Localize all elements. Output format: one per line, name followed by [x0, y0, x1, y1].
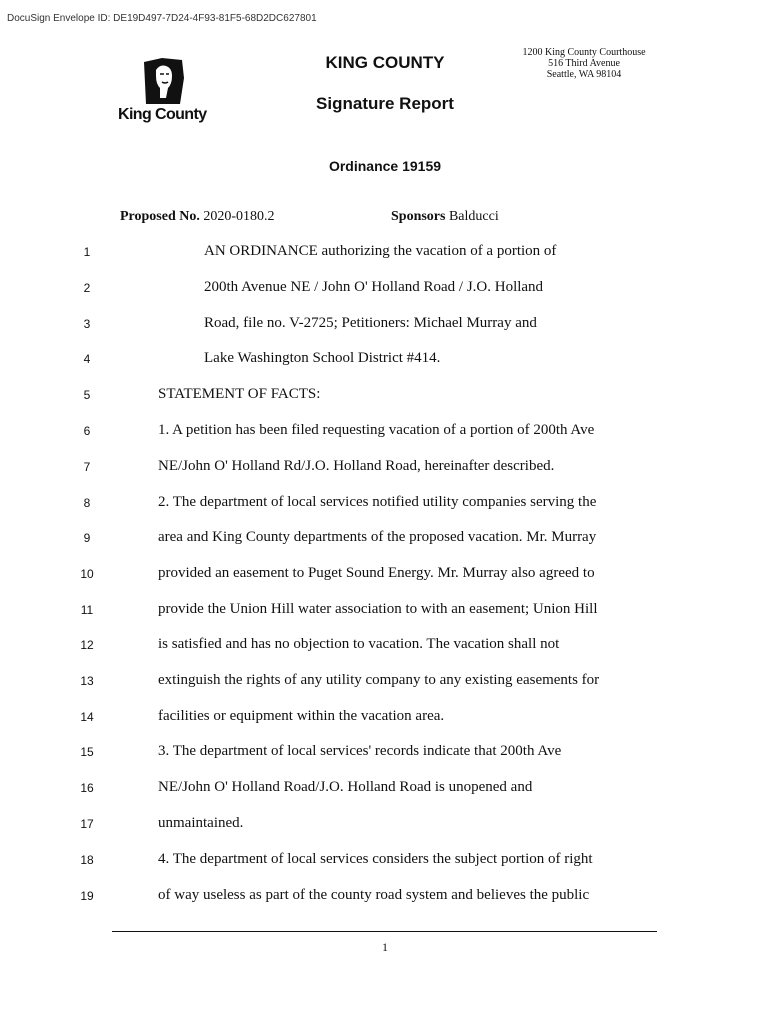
line-text: NE/John O' Holland Rd/J.O. Holland Road, hereinafter described.: [158, 458, 555, 474]
line-number: 14: [80, 710, 94, 724]
line-number: 12: [80, 638, 94, 652]
footer-rule: [112, 931, 657, 932]
proposed-value: 2020-0180.2: [203, 209, 275, 224]
numbered-line: [0, 779, 770, 799]
line-text: 4. The department of local services considers the subject portion of right: [158, 851, 593, 867]
line-number: 10: [80, 567, 94, 581]
logo-text: King County: [118, 106, 207, 123]
line-number: 1: [83, 245, 91, 259]
line-number: 18: [80, 853, 94, 867]
numbered-line: [0, 851, 770, 871]
ordinance-heading: Ordinance 19159: [328, 158, 442, 174]
org-name: KING COUNTY: [325, 53, 445, 72]
line-number: 8: [83, 496, 91, 510]
numbered-line: [0, 708, 770, 728]
report-title: Signature Report: [316, 94, 454, 113]
king-county-logo: [118, 58, 214, 128]
line-text: area and King County departments of the proposed vacation. Mr. Murray: [158, 529, 597, 545]
mlk-portrait-icon: [142, 58, 186, 106]
line-text: of way useless as part of the county road system and believes the public: [158, 887, 590, 903]
numbered-line: [0, 672, 770, 692]
address-line: 1200 King County Courthouse: [522, 47, 646, 58]
line-number: 2: [83, 281, 91, 295]
proposed-label: Proposed No.: [120, 209, 200, 224]
line-number: 3: [83, 317, 91, 331]
address-line: Seattle, WA 98104: [546, 69, 622, 80]
line-number: 4: [83, 352, 91, 366]
numbered-line: [0, 350, 770, 370]
sponsors: [391, 209, 499, 225]
line-number: 16: [80, 781, 94, 795]
numbered-line: [0, 529, 770, 549]
proposed-number: [120, 209, 275, 225]
line-text: AN ORDINANCE authorizing the vacation of a portion of: [204, 243, 557, 259]
sponsors-value: Balducci: [448, 209, 499, 224]
line-text: Road, file no. V-2725; Petitioners: Michael Murray and: [204, 315, 537, 331]
page-number: 1: [382, 940, 388, 954]
line-text: 1. A petition has been filed requesting vacation of a portion of 200th Ave: [158, 422, 595, 438]
line-number: 7: [83, 460, 91, 474]
line-text: unmaintained.: [158, 815, 244, 831]
numbered-line: [0, 315, 770, 335]
line-text: provided an easement to Puget Sound Energy. Mr. Murray also agreed to: [158, 565, 595, 581]
line-text: facilities or equipment within the vacation area.: [158, 708, 445, 724]
numbered-line: [0, 636, 770, 656]
address-line: 516 Third Avenue: [548, 58, 620, 69]
line-number: 5: [83, 388, 91, 402]
line-text: 200th Avenue NE / John O' Holland Road / J.O. Holland: [204, 279, 544, 295]
line-number: 13: [80, 674, 94, 688]
sponsors-label: Sponsors: [391, 209, 446, 224]
line-number: 15: [80, 745, 94, 759]
numbered-line: [0, 815, 770, 835]
numbered-line: [0, 458, 770, 478]
docusign-envelope-id: DocuSign Envelope ID: DE19D497-7D24-4F93-81F5-68D2DC627801: [7, 13, 317, 24]
numbered-line: [0, 494, 770, 514]
line-text: extinguish the rights of any utility company to any existing easements for: [158, 672, 600, 688]
line-number: 19: [80, 889, 94, 903]
numbered-line: [0, 565, 770, 585]
line-number: 17: [80, 817, 94, 831]
line-text: 3. The department of local services' records indicate that 200th Ave: [158, 743, 562, 759]
line-text: Lake Washington School District #414.: [204, 350, 441, 366]
line-text: STATEMENT OF FACTS:: [158, 386, 321, 402]
line-number: 11: [80, 603, 94, 617]
numbered-line: [0, 279, 770, 299]
line-text: provide the Union Hill water association to with an easement; Union Hill: [158, 601, 598, 617]
line-number: 6: [83, 424, 91, 438]
address-block: [510, 47, 658, 80]
line-text: NE/John O' Holland Road/J.O. Holland Road is unopened and: [158, 779, 533, 795]
numbered-line: [0, 887, 770, 907]
line-number: 9: [83, 531, 91, 545]
numbered-line: [0, 743, 770, 763]
numbered-line: [0, 422, 770, 442]
line-text: 2. The department of local services notified utility companies serving the: [158, 494, 597, 510]
numbered-line: [0, 601, 770, 621]
numbered-line: [0, 243, 770, 263]
line-text: is satisfied and has no objection to vacation. The vacation shall not: [158, 636, 560, 652]
numbered-line: [0, 386, 770, 406]
